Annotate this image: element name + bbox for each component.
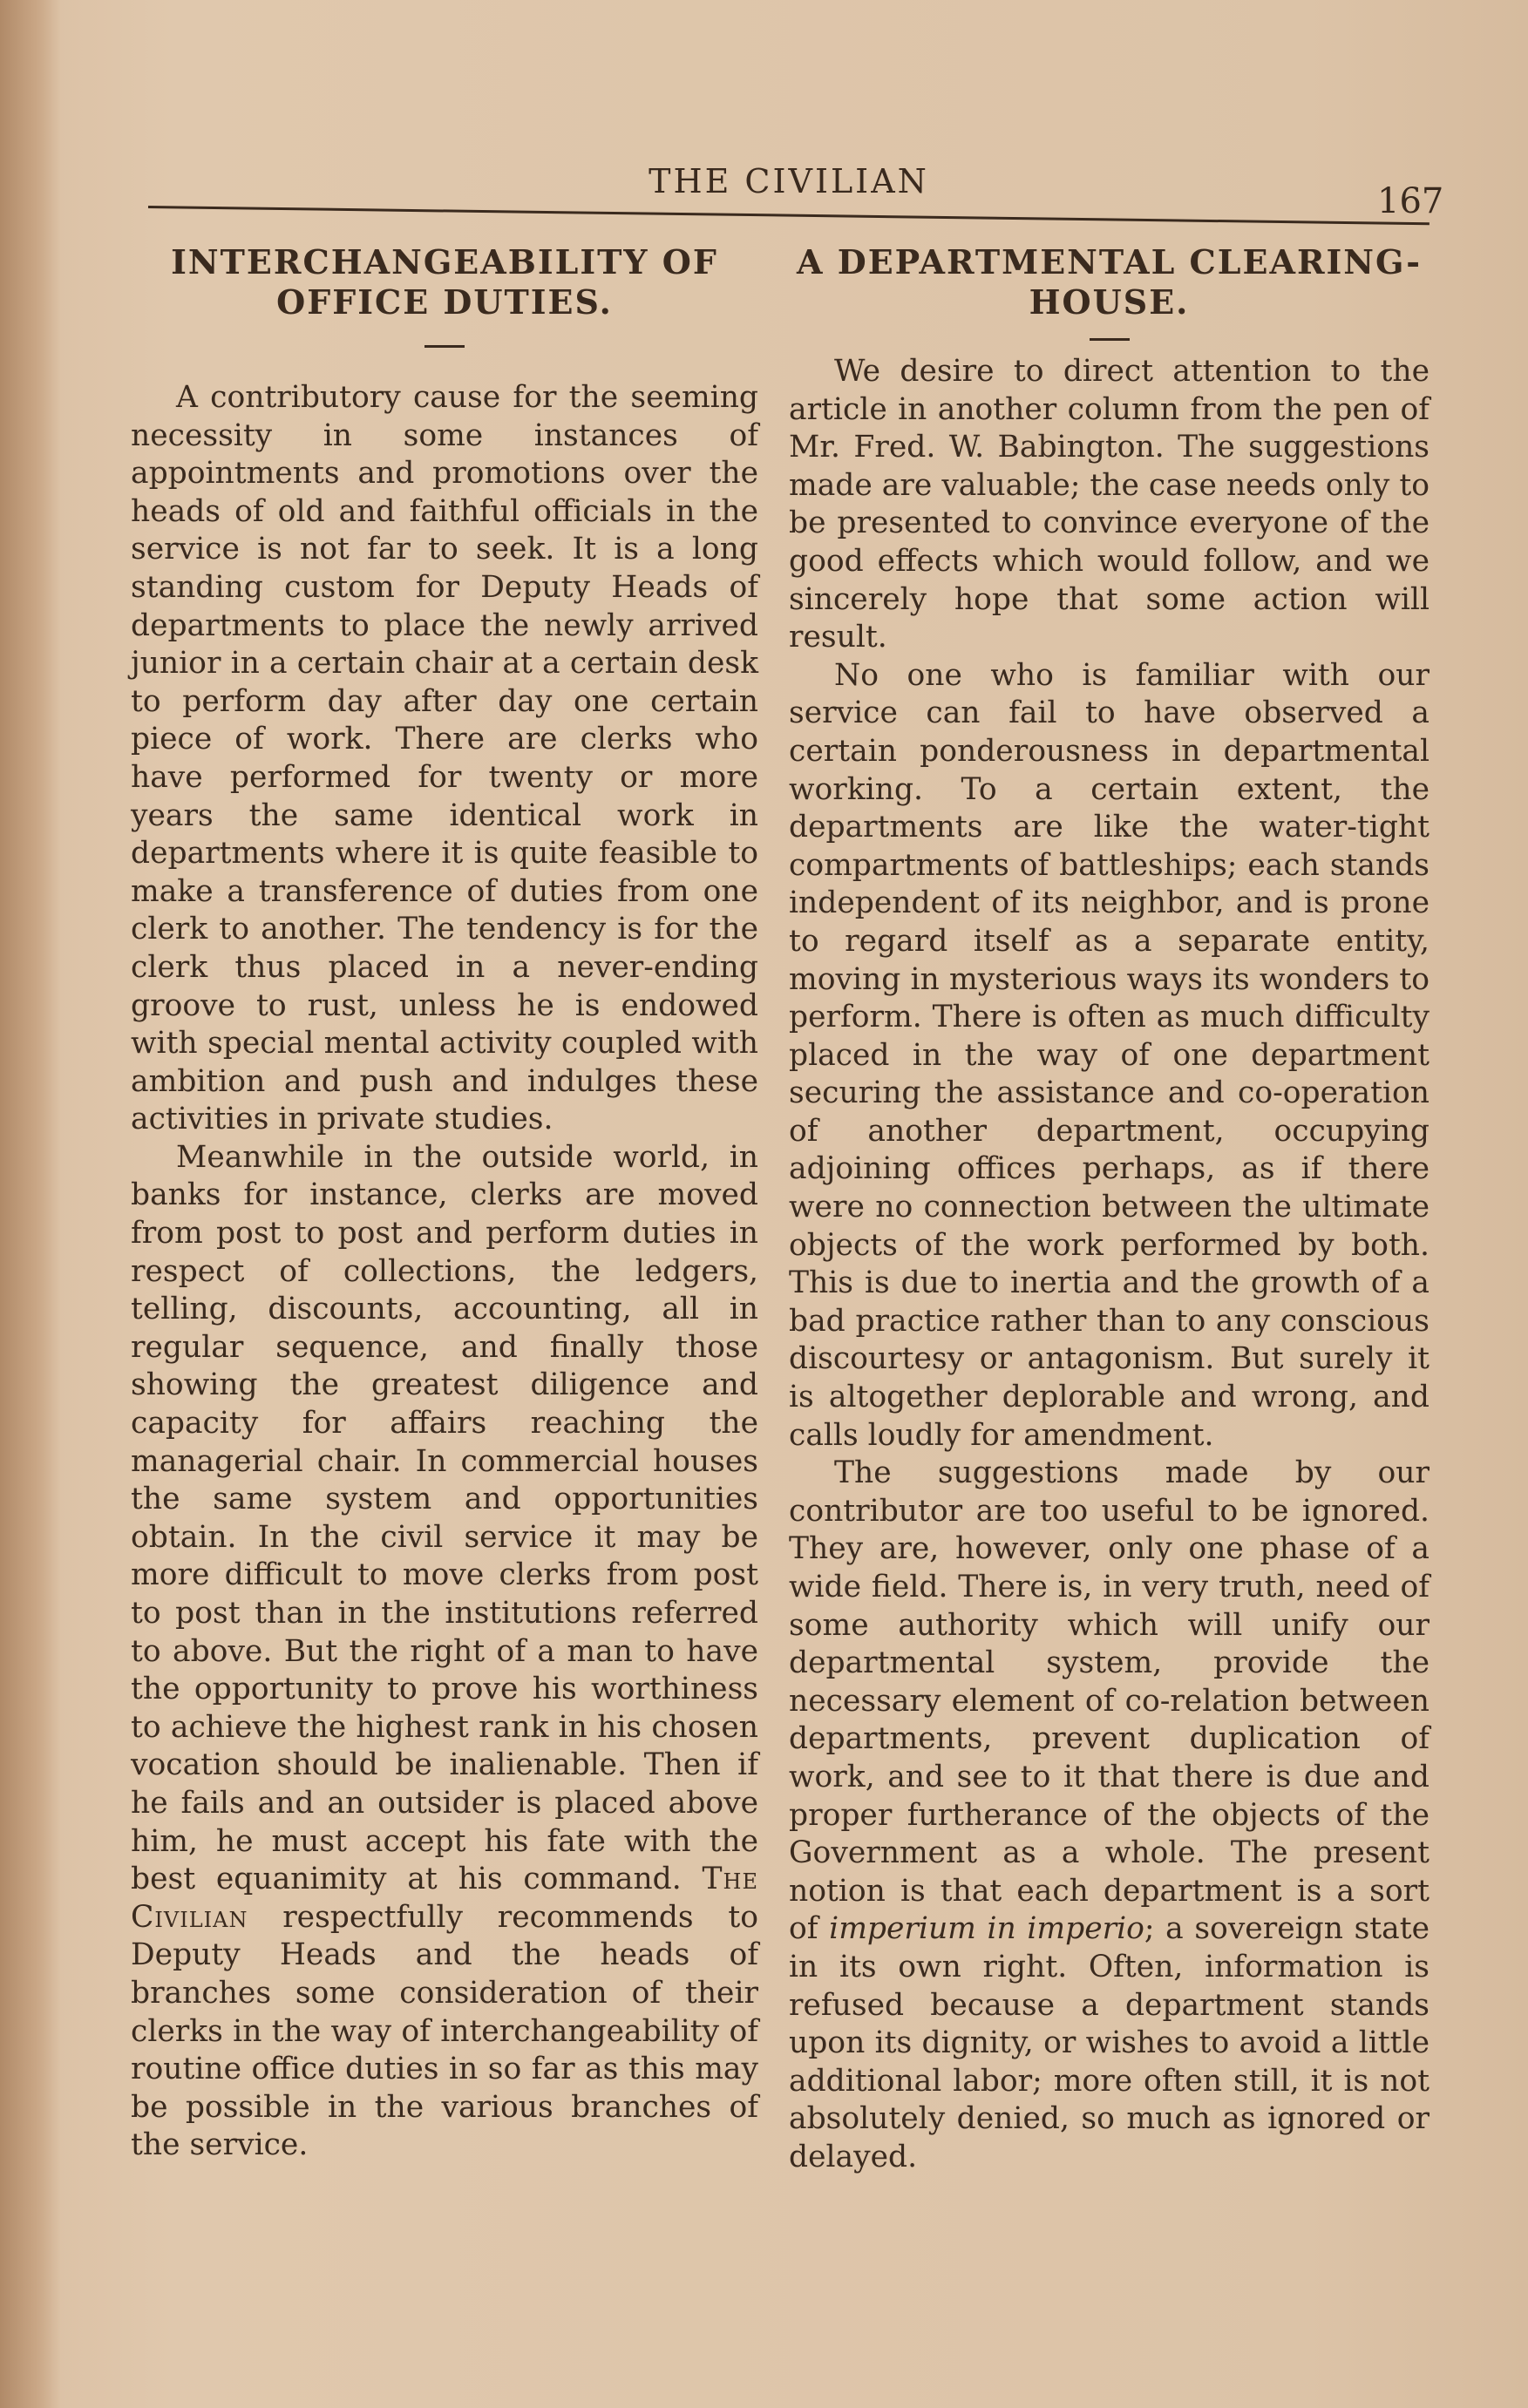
right-column-article <box>789 242 1430 2177</box>
right-title-line-1: A DEPARTMENTAL CLEARING- <box>797 242 1422 281</box>
right-p3-text-a: The suggestions made by our contributor are too useful to be ignored. They are, however, only one phase of a wide field. There is, in very truth, need of some authority which will unify our departmental system, provide the necessary element of co-relation between departments, prevent duplication of work, and see to it that there is due and proper furtherance of the objects of the Government as a whole. The present notion is that each department is a sort of <box>789 1455 1430 1947</box>
left-p2-text-a: Meanwhile in the outside world, in banks for instance, clerks are moved from post to post and perform duties in respect of collections, the ledgers, telling, discounts, accounting, all in regular sequence, and finally those showing the greatest diligence and capacity for affairs reaching the managerial chair. In commercial houses the same system and opportunities obtain. In the civil service it may be more difficult to move clerks from post to post than in the institutions referred to above. But the right of a man to have the opportunity to prove his worthiness to achieve the highest rank in his chosen vocation should be inalienable. Then if he fails and an outsider is placed above him, he must accept his fate with the best equanimity at his command. <box>131 1139 758 1897</box>
right-paragraph-1: We desire to direct attention to the article in another column from the pen of Mr. Fred. W. Babington. The suggestions made are valuable; the case needs only to be presented to convince everyone of the good effects which would follow, and we sincerely hope that some action will result. <box>789 354 1430 655</box>
title-dash <box>1090 338 1130 341</box>
running-title: THE CIVILIAN <box>649 162 929 200</box>
title-dash <box>424 345 465 348</box>
book-gutter-shadow <box>0 0 61 2408</box>
header-rule <box>148 206 1430 225</box>
publication-name: The Civilian <box>131 1862 758 1935</box>
left-paragraph-1: A contributory cause for the seeming necessity in some instances of appointments and promotions over the heads of old and faithful officials in the service is not far to seek. It is a long standing custom for Deputy Heads of departments to place the newly arrived junior in a certain chair at a certain desk to perform day after day one certain piece of work. There are clerks who have performed for twenty or more years the same identical work in departments where it is quite feasible to make a transference of duties from one clerk to another. The tendency is for the clerk thus placed in a never-ending groove to rust, unless he is endowed with special mental activity coupled with ambition and push and indulges these activities in private studies. <box>131 380 758 1137</box>
page-number: 167 <box>1377 181 1444 221</box>
left-article-title <box>131 242 758 322</box>
left-p2-text-b: respectfully recommends to Deputy Heads and the heads of branches some consideration of their clerks in the way of interchangeability of routine office duties in so far as this may be possible in the various branches of the service. <box>131 1899 758 2163</box>
latin-phrase: imperium in imperio <box>829 1911 1144 1947</box>
left-title-line-2: OFFICE DUTIES. <box>276 282 613 322</box>
right-paragraph-2: No one who is familiar with our service can fail to have observed a certain ponderousness in departmental working. To a certain extent, the departments are like the water-tight compartments of battleships; each stands independent of its neighbor, and is prone to regard itself as a separate entity, moving in mysterious ways its wonders to perform. There is often as much difficulty placed in the way of one department securing the assistance and co-operation of another department, occupying adjoining offices perhaps, as if there were no connection between the ultimate objects of the work performed by both. This is due to inertia and the growth of a bad practice rather than to any conscious discourtesy or antagonism. But surely it is altogether deplorable and wrong, and calls loudly for amendment. <box>789 657 1430 1453</box>
left-column-article <box>131 242 758 2165</box>
left-paragraph-2 <box>131 1139 758 2165</box>
right-paragraph-3 <box>789 1455 1430 2176</box>
right-title-line-2: HOUSE. <box>1029 282 1190 322</box>
right-article-title <box>789 242 1430 322</box>
right-p3-text-b: ; a sovereign state in its own right. Often, information is refused because a department stands upon its dignity, or wishes to avoid a little additional labor; more often still, it is not absolutely denied, so much as ignored or delayed. <box>789 1911 1430 2174</box>
left-title-line-1: INTERCHANGEABILITY OF <box>171 242 718 281</box>
